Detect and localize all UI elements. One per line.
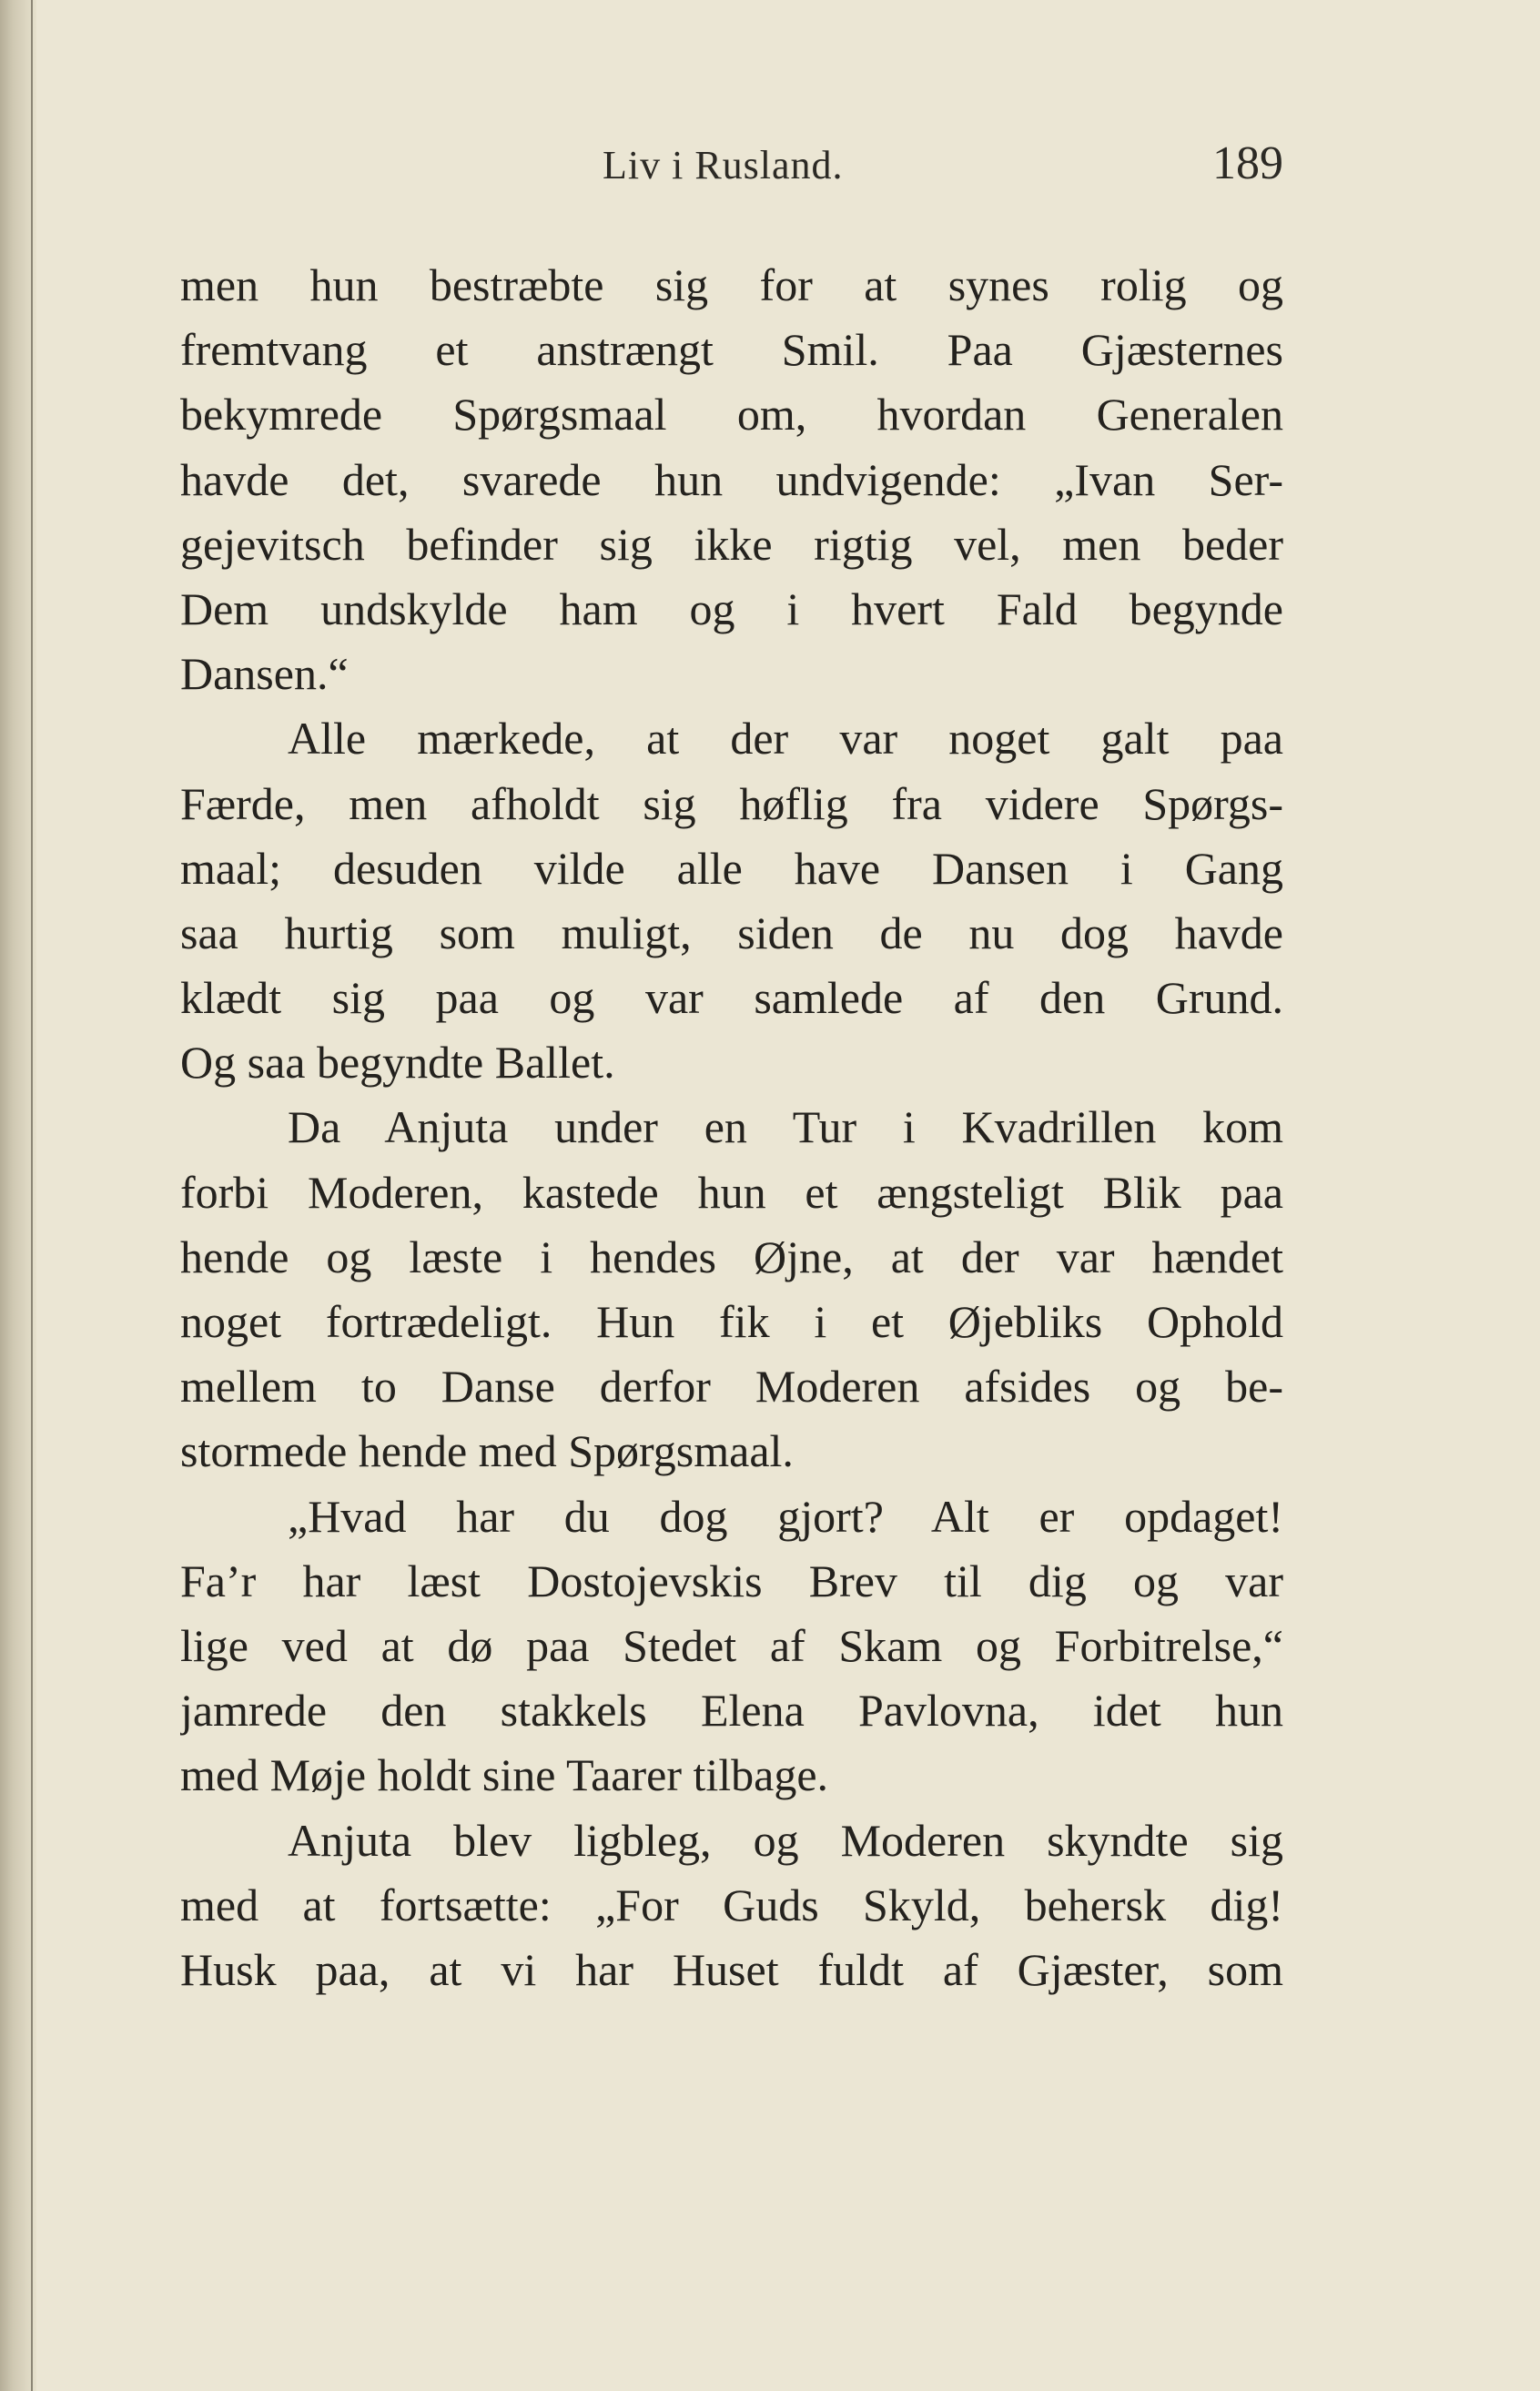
text-line: mellem to Danse derfor Moderen afsides og be- <box>180 1361 1283 1413</box>
text-line: noget fortrædeligt. Hun fik i et Øjebliks Ophold <box>180 1296 1283 1347</box>
text-line: klædt sig paa og var samlede af den Grund. <box>180 972 1283 1024</box>
text-line: Og saa begyndte Ballet. <box>180 1037 615 1089</box>
text-line: med at fortsætte: „For Guds Skyld, behersk dig! <box>180 1879 1283 1930</box>
page-header <box>182 137 1283 200</box>
text-line: med Møje holdt sine Taarer tilbage. <box>180 1749 829 1801</box>
text-line: forbi Moderen, kastede hun et ængsteligt Blik paa <box>180 1166 1283 1218</box>
text-line: stormede hende med Spørgsmaal. <box>180 1425 794 1477</box>
text-line: bekymrede Spørgsmaal om, hvordan Generalen <box>180 389 1283 441</box>
text-line: Da Anjuta under en Tur i Kvadrillen kom <box>288 1101 1283 1153</box>
text-line: jamrede den stakkels Elena Pavlovna, idet hun <box>180 1685 1283 1737</box>
text-line: fremtvang et anstrængt Smil. Paa Gjæsternes <box>180 324 1283 376</box>
body-text <box>180 253 1283 2002</box>
running-title: Liv i Rusland. <box>603 143 844 187</box>
text-line: gejevitsch befinder sig ikke rigtig vel, men beder <box>180 518 1283 570</box>
text-line: Husk paa, at vi har Huset fuldt af Gjæster, som <box>180 1943 1283 1995</box>
text-line: men hun bestræbte sig for at synes rolig og <box>180 259 1283 310</box>
text-line: Fa’r har læst Dostojevskis Brev til dig og var <box>180 1555 1283 1606</box>
gutter-edge-line <box>31 0 33 2391</box>
text-line: havde det, svarede hun undvigende: „Ivan Ser- <box>180 453 1283 505</box>
text-line: Dem undskylde ham og i hvert Fald begynde <box>180 583 1283 634</box>
text-line: „Hvad har du dog gjort? Alt er opdaget! <box>288 1490 1283 1542</box>
text-line: Alle mærkede, at der var noget galt paa <box>288 713 1283 765</box>
text-line: saa hurtig som muligt, siden de nu dog havde <box>180 907 1283 958</box>
page-number: 189 <box>1212 137 1283 189</box>
text-line: Færde, men afholdt sig høflig fra videre Spørgs- <box>180 777 1283 829</box>
text-line: Dansen.“ <box>180 648 349 700</box>
text-line: maal; desuden vilde alle have Dansen i Gang <box>180 842 1283 894</box>
text-line: lige ved at dø paa Stedet af Skam og Forbitrelse,“ <box>180 1619 1283 1671</box>
text-line: hende og læste i hendes Øjne, at der var hændet <box>180 1231 1283 1282</box>
text-line: Anjuta blev ligbleg, og Moderen skyndte sig <box>288 1814 1283 1866</box>
